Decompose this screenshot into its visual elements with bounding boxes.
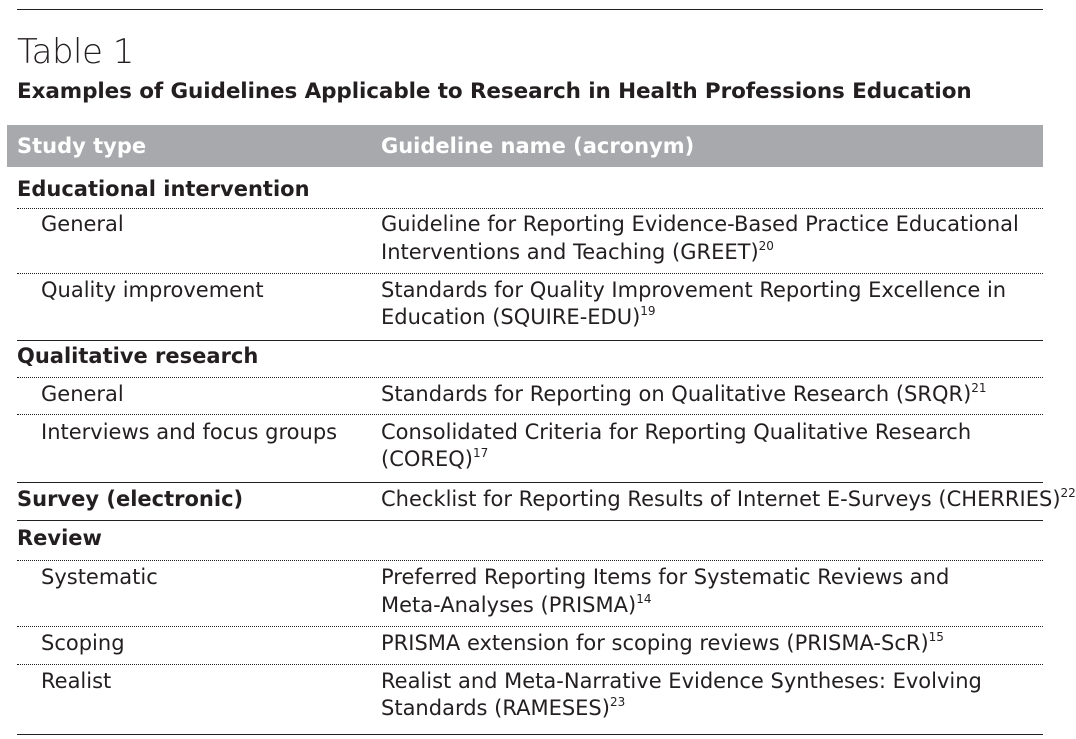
guideline-cell xyxy=(381,381,987,408)
row-divider xyxy=(17,626,1043,627)
guideline-cell: Preferred Reporting Items for Systematic Reviews and xyxy=(381,565,950,589)
section-educational-intervention: Educational intervention xyxy=(17,177,310,201)
guideline-cell: Standards for Quality Improvement Reporting Excellence in xyxy=(381,278,1007,302)
guideline-text: Standards (RAMESES) xyxy=(381,696,610,720)
guideline-cell xyxy=(381,630,944,657)
reference-number: 20 xyxy=(758,239,774,253)
guideline-cell: Realist and Meta-Narrative Evidence Syntheses: Evolving xyxy=(381,669,982,693)
reference-number: 21 xyxy=(971,381,987,395)
guideline-cell: Consolidated Criteria for Reporting Qualitative Research xyxy=(381,420,972,444)
study-type-cell: General xyxy=(41,212,124,236)
reference-number: 17 xyxy=(472,446,489,460)
header-guideline-name: Guideline name (acronym) xyxy=(381,134,695,158)
study-type-cell: Interviews and focus groups xyxy=(41,420,338,444)
section-divider xyxy=(17,482,1043,483)
guideline-cell-line2 xyxy=(381,239,774,266)
guideline-cell-line2 xyxy=(381,446,488,473)
guideline-cell-line2 xyxy=(381,592,651,619)
study-type-cell: Systematic xyxy=(41,565,158,589)
guideline-text: Meta-Analyses (PRISMA) xyxy=(381,593,637,617)
study-type-cell: General xyxy=(41,382,124,406)
guideline-cell xyxy=(381,486,1076,513)
study-type-cell: Scoping xyxy=(41,631,125,655)
reference-number: 19 xyxy=(640,304,656,318)
section-qualitative-research: Qualitative research xyxy=(17,344,259,368)
study-type-cell: Quality improvement xyxy=(41,278,264,302)
row-divider xyxy=(17,377,1043,378)
section-divider xyxy=(17,520,1043,521)
guideline-text: Education (SQUIRE-EDU) xyxy=(381,305,641,329)
header-study-type: Study type xyxy=(17,134,147,158)
guideline-text: PRISMA extension for scoping reviews (PRISMA-ScR) xyxy=(381,631,929,655)
guideline-cell-line2 xyxy=(381,304,656,331)
reference-number: 22 xyxy=(1060,486,1076,500)
table-label: Table 1 xyxy=(17,32,134,72)
bottom-rule xyxy=(17,734,1043,735)
table-header-row xyxy=(7,125,1043,167)
row-divider xyxy=(17,664,1043,665)
row-divider xyxy=(17,208,1043,209)
section-divider xyxy=(17,340,1043,341)
guideline-cell-line2 xyxy=(381,695,625,722)
table-title: Examples of Guidelines Applicable to Research in Health Professions Education xyxy=(17,79,972,104)
row-divider xyxy=(17,414,1043,415)
reference-number: 14 xyxy=(636,592,652,606)
study-type-cell: Realist xyxy=(41,669,112,693)
reference-number: 15 xyxy=(928,630,944,644)
guideline-text: Standards for Reporting on Qualitative Research (SRQR) xyxy=(381,382,972,406)
guideline-text: (COREQ) xyxy=(381,447,473,471)
row-divider xyxy=(17,273,1043,274)
section-review: Review xyxy=(17,526,102,550)
guideline-cell: Guideline for Reporting Evidence-Based Practice Educational xyxy=(381,212,1019,236)
top-rule xyxy=(17,9,1043,10)
guideline-text: Checklist for Reporting Results of Internet E-Surveys (CHERRIES) xyxy=(381,487,1061,511)
guideline-text: Interventions and Teaching (GREET) xyxy=(381,240,759,264)
section-survey-electronic: Survey (electronic) xyxy=(17,487,244,511)
reference-number: 23 xyxy=(609,695,626,709)
row-divider xyxy=(17,560,1043,561)
